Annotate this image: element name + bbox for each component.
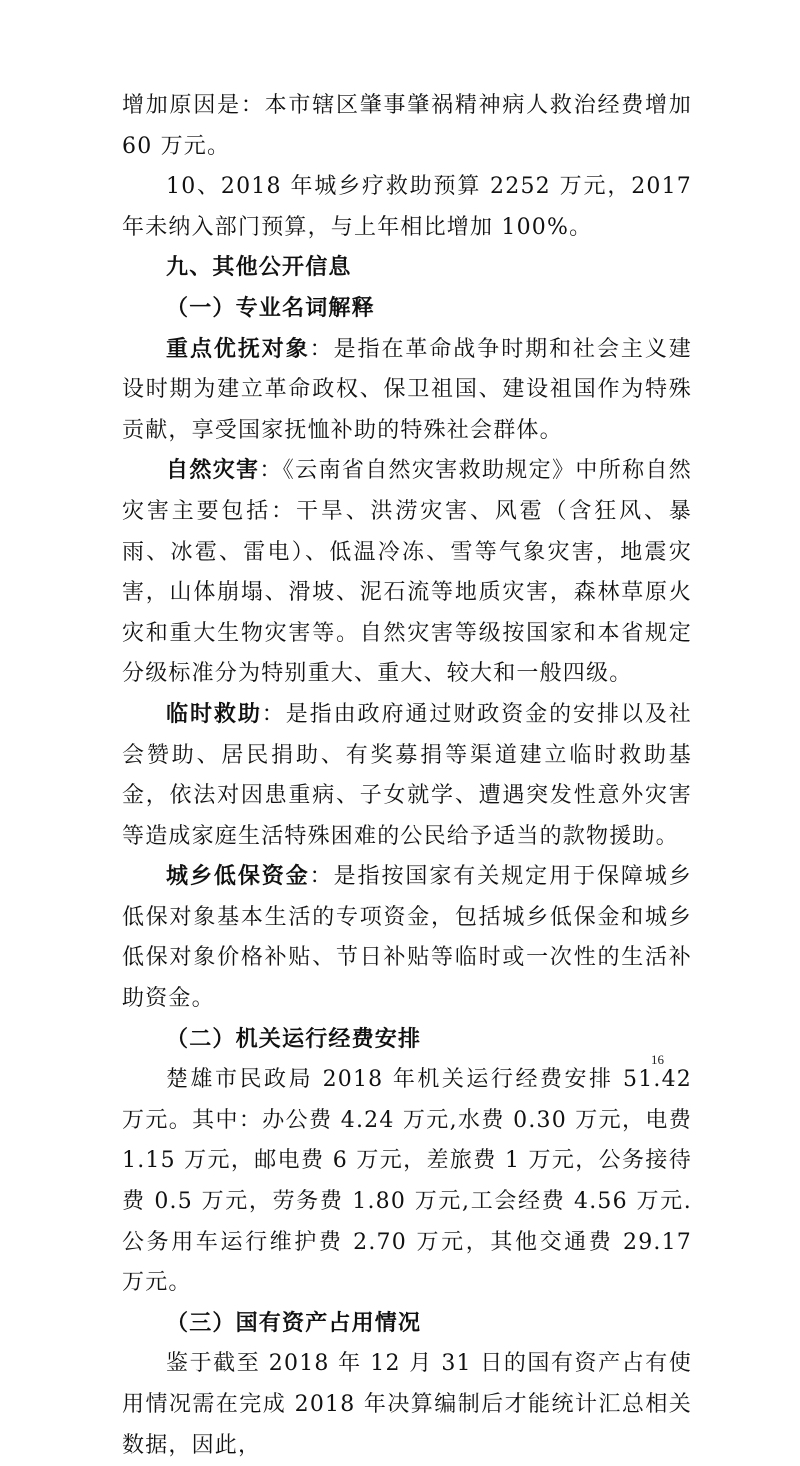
paragraph-natural-disaster <box>122 451 692 695</box>
term-natural-disaster: 自然灾害 <box>166 458 260 484</box>
paragraph-subsistence-funds <box>122 857 692 1019</box>
subheading-terms: （一）专业名词解释 <box>166 295 375 321</box>
definition-subsistence-funds: ：是指按国家有关规定用于保障城乡低保对象基本生活的专项资金，包括城乡低保金和城乡低保对象价格补贴、节日补贴等临时或一次性的生活补助资金。 <box>122 864 692 1012</box>
paragraph-medical-aid-budget: 10、2018 年城乡疗救助预算 2252 万元，2017 年未纳入部门预算，与上年相比增加 100%。 <box>122 174 692 240</box>
paragraph-state-assets: 鉴于截至 2018 年 12 月 31 日的国有资产占有使用情况需在完成 2018 年决算编制后才能统计汇总相关数据，因此， <box>122 1351 692 1458</box>
subheading-operating-funds: （二）机关运行经费安排 <box>166 1026 422 1052</box>
term-subsistence-funds: 城乡低保资金 <box>166 864 310 890</box>
definition-natural-disaster: ：《云南省自然灾害救助规定》中所称自然灾害主要包括：干旱、洪涝灾害、风雹（含狂风、暴雨、冰雹、雷电）、低温冷冻、雪等气象灾害，地震灾害，山体崩塌、滑坡、泥石流等地质灾害，森林草原火灾和重大生物灾害等。自然灾害等级按国家和本省规定分级标准分为特别重大、重大、较大和一般四级。 <box>122 458 692 687</box>
paragraph-increase-reason: 增加原因是：本市辖区肇事肇祸精神病人救治经费增加 60 万元。 <box>122 93 692 159</box>
term-priority-care: 重点优抚对象 <box>166 336 310 362</box>
paragraph-temporary-aid <box>122 695 692 857</box>
paragraph-priority-care <box>122 330 692 452</box>
definition-priority-care: ：是指在革命战争时期和社会主义建设时期为建立革命政权、保卫祖国、建设祖国作为特殊贡献，享受国家抚恤补助的特殊社会群体。 <box>122 336 692 443</box>
page-number: 16 <box>651 1052 664 1067</box>
definition-temporary-aid: ：是指由政府通过财政资金的安排以及社会赞助、居民捐助、有奖募捐等渠道建立临时救助基金，依法对因患重病、子女就学、遭遇突发性意外灾害等造成家庭生活特殊困难的公民给予适当的款物援助。 <box>122 701 692 849</box>
body-text <box>122 86 692 1466</box>
paragraph-operating-funds: 楚雄市民政局 2018 年机关运行经费安排 51.42 万元。其中：办公费 4.24 万元,水费 0.30 万元，电费 1.15 万元，邮电费 6 万元，差旅费 1 万元，公务接待费 0.5 万元，劳务费 1.80 万元,工会经费 4.56 万元.公务用车运行维护费 2.70 万元，其他交通费 29.17 万元。 <box>122 1067 692 1296</box>
term-temporary-aid: 临时救助 <box>166 701 262 727</box>
subheading-state-assets: （三）国有资产占用情况 <box>166 1310 422 1336</box>
section-heading-other-info: 九、其他公开信息 <box>166 255 352 281</box>
